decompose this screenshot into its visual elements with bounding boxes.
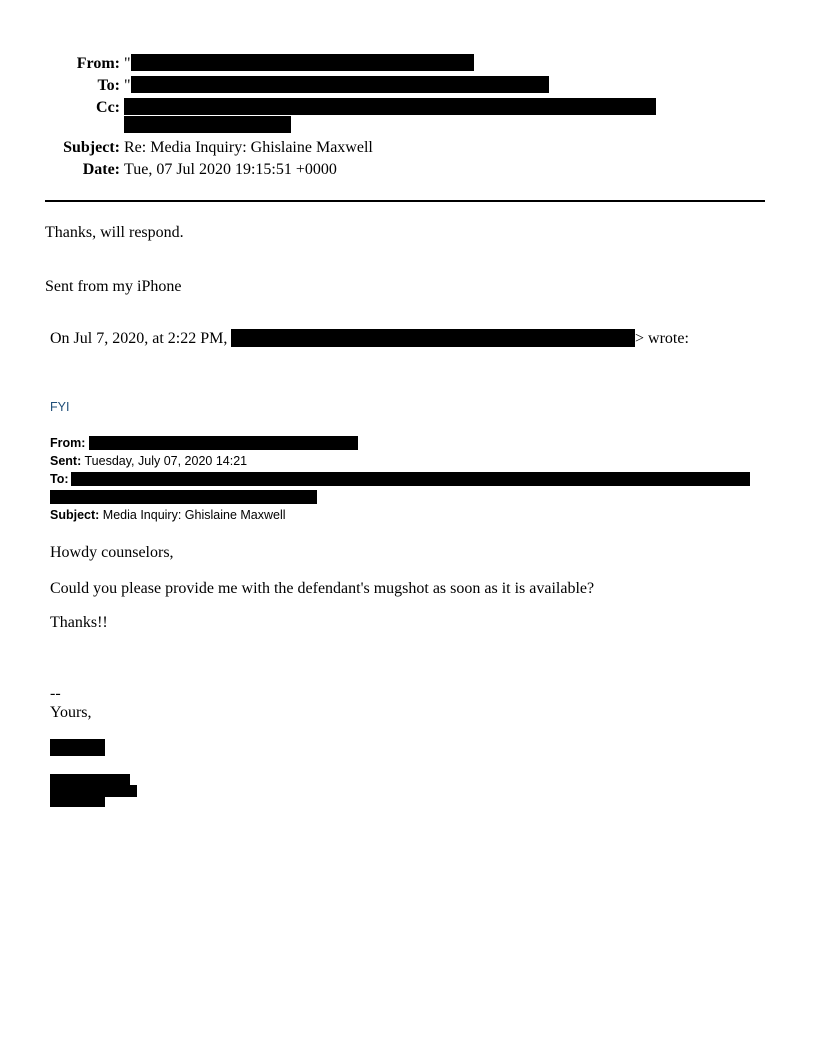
- from-label: From:: [76, 55, 120, 72]
- quote-sender-redaction: [231, 329, 635, 347]
- date-value: Tue, 07 Jul 2020 19:15:51 +0000: [124, 161, 337, 178]
- from-value: ": [124, 55, 131, 72]
- from-redaction: [131, 54, 474, 71]
- cc-label: Cc:: [96, 99, 120, 116]
- cc-redaction-line1: [124, 98, 656, 115]
- fwd-subject-label: Subject:: [50, 508, 100, 522]
- to-value: ": [124, 77, 131, 94]
- reply-text: Thanks, will respond.: [45, 224, 184, 241]
- to-redaction: [131, 76, 549, 93]
- fwd-from-label: From:: [50, 436, 86, 450]
- signature-name-redaction: [50, 739, 105, 756]
- fwd-sent-value: Tuesday, July 07, 2020 14:21: [84, 454, 248, 468]
- signature-dashes: --: [50, 685, 61, 702]
- subject-label: Subject:: [63, 139, 120, 156]
- quote-intro-suffix: > wrote:: [635, 330, 689, 347]
- fyi-text: FYI: [50, 400, 70, 414]
- iphone-signature: Sent from my iPhone: [45, 278, 182, 295]
- cc-redaction-line2: [124, 116, 291, 133]
- quote-intro-prefix: On Jul 7, 2020, at 2:22 PM,: [50, 330, 228, 347]
- fwd-subject-row: [50, 507, 286, 523]
- fwd-subject-value: Media Inquiry: Ghislaine Maxwell: [102, 508, 286, 522]
- fwd-sent-label: Sent:: [50, 454, 82, 468]
- fwd-from-row: [50, 435, 85, 451]
- fwd-from-redaction: [89, 436, 358, 450]
- request-text: Could you please provide me with the defendant's mugshot as soon as it is available?: [50, 580, 595, 597]
- fwd-sent-row: [50, 453, 247, 469]
- thanks-text: Thanks!!: [50, 614, 108, 631]
- greeting-text: Howdy counselors,: [50, 544, 174, 561]
- date-label: Date:: [82, 161, 120, 178]
- fwd-to-row: [50, 471, 69, 487]
- to-label: To:: [97, 77, 120, 94]
- fwd-to-redaction-line1: [71, 472, 750, 486]
- fwd-to-label: To:: [50, 472, 69, 486]
- signature-block-redaction-3: [50, 796, 105, 807]
- header-divider: [45, 200, 765, 202]
- subject-value: Re: Media Inquiry: Ghislaine Maxwell: [124, 139, 373, 156]
- signature-yours: Yours,: [50, 704, 92, 721]
- fwd-to-redaction-line2: [50, 490, 317, 504]
